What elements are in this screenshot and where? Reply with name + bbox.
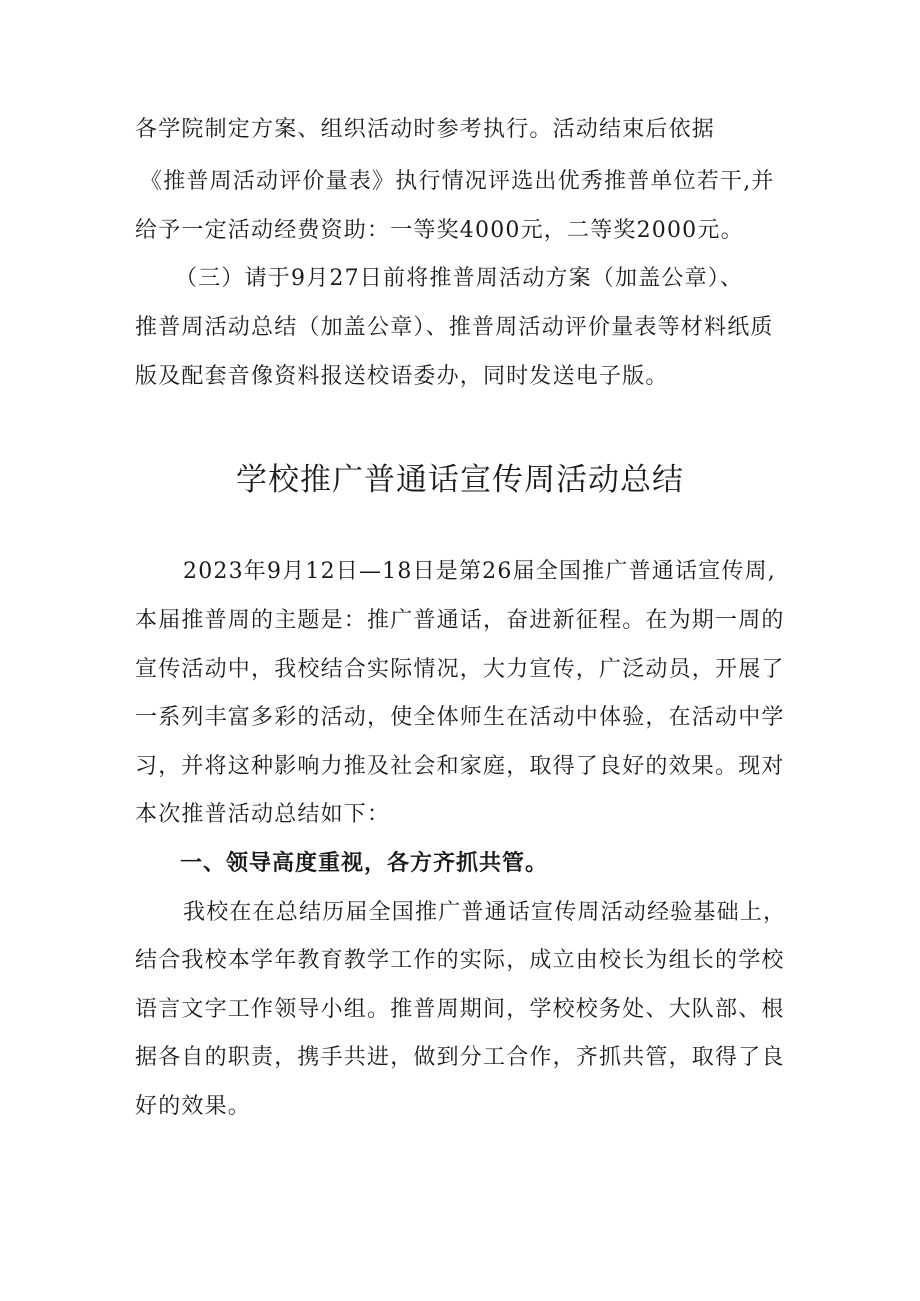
section-paragraph-line: 好的效果。 [135,1094,252,1119]
section-paragraph-line: 语言文字工作领导小组。推普周期间，学校校务处、大队部、根 [135,997,785,1022]
summary-paragraph-line: 本次推普活动总结如下： [135,802,391,827]
intro-paragraph-line: 给予一定活动经费资助：一等奖4000元，二等奖2000元。 [135,218,744,243]
summary-paragraph-line: 2023年9月12日—18日是第26届全国推广普通话宣传周, [183,559,776,584]
summary-paragraph-line: 宣传活动中，我校结合实际情况，大力宣传，广泛动员，开展了 [135,657,785,682]
intro-paragraph-line: 各学院制定方案、组织活动时参考执行。活动结束后依据 [135,117,716,142]
summary-paragraph-line: 一系列丰富多彩的活动，使全体师生在活动中体验，在活动中学 [135,705,785,730]
intro-paragraph-line: （三）请于9月27日前将推普周活动方案（加盖公章）、 [175,266,744,291]
intro-paragraph-line: 推普周活动总结（加盖公章）、推普周活动评价量表等材料纸质 [135,315,774,340]
summary-paragraph-line: 本届推普周的主题是：推广普通话，奋进新征程。在为期一周的 [135,608,785,633]
intro-paragraph-line: 《推普周活动评价量表》执行情况评选出优秀推普单位若干,并 [140,169,775,194]
intro-paragraph-line: 版及配套音像资料报送校语委办，同时发送电子版。 [135,364,669,389]
section-paragraph-line: 结合我校本学年教育教学工作的实际，成立由校长为组长的学校 [135,948,785,973]
section-paragraph-line: 我校在在总结历届全国推广普通话宣传周活动经验基础上， [183,900,787,925]
section-heading: 一、领导高度重视，各方齐抓共管。 [180,851,549,876]
summary-paragraph-line: 习，并将这种影响力推及社会和家庭，取得了良好的效果。现对 [135,754,785,779]
document-title: 学校推广普通话宣传周活动总结 [236,462,684,498]
section-paragraph-line: 据各自的职责，携手共进，做到分工合作，齐抓共管，取得了良 [135,1045,785,1070]
